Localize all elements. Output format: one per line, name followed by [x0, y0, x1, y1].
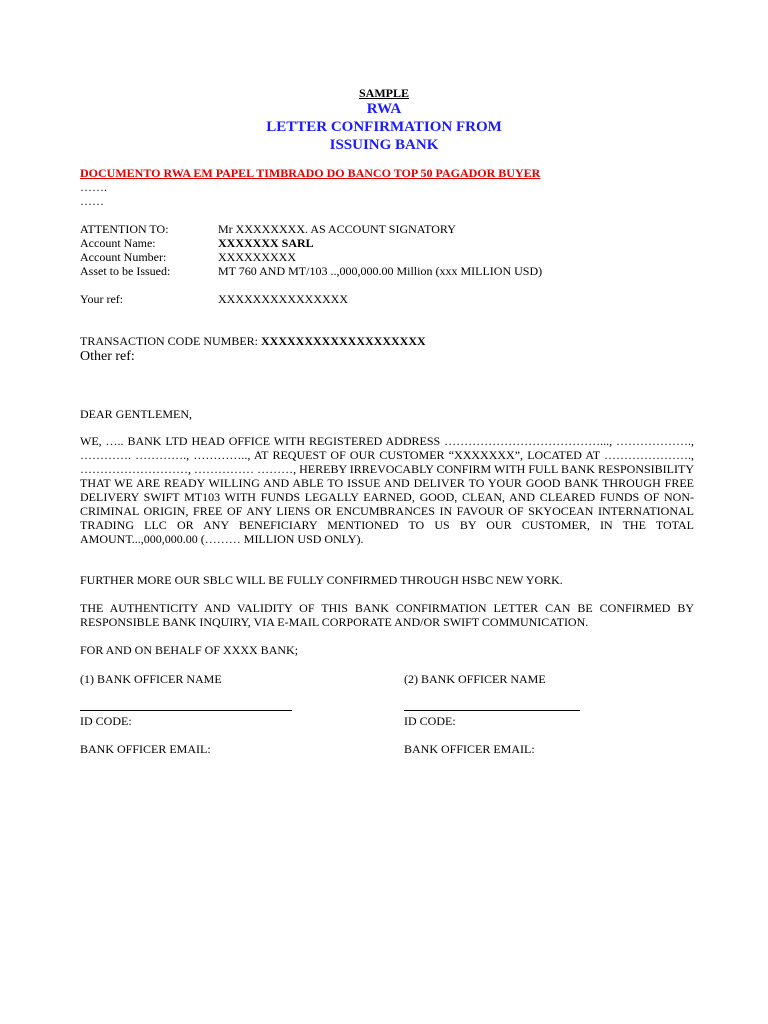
body-paragraph-on-behalf: FOR AND ON BEHALF OF XXXX BANK;: [80, 643, 299, 657]
account-number-value: XXXXXXXXX: [218, 250, 296, 264]
title-rwa: RWA: [366, 101, 402, 117]
attention-label: ATTENTION TO:: [80, 222, 169, 236]
account-number-label: Account Number:: [80, 250, 167, 264]
placeholder-dots: …….: [80, 180, 107, 194]
attention-value: Mr XXXXXXXX. AS ACCOUNT SIGNATORY: [218, 222, 456, 236]
asset-value: MT 760 AND MT/103 ..,000,000.00 Million (xxx MILLION USD): [218, 264, 543, 278]
your-ref-row: [80, 292, 348, 306]
your-ref-value: XXXXXXXXXXXXXXX: [218, 292, 348, 306]
body-paragraph-sblc: FURTHER MORE OUR SBLC WILL BE FULLY CONFIRMED THROUGH HSBC NEW YORK.: [80, 573, 563, 587]
placeholder-dots: ……: [80, 194, 104, 208]
transaction-code-value: XXXXXXXXXXXXXXXXXXX: [261, 334, 426, 348]
transaction-code: [80, 334, 426, 348]
asset-label: Asset to be Issued:: [80, 264, 171, 278]
body-paragraph-authenticity: THE AUTHENTICITY AND VALIDITY OF THIS BANK CONFIRMATION LETTER CAN BE CONFIRMED BY RESPONSIBLE BANK INQUIRY, VIA E-MAIL CORPORATE AND/OR SWIFT COMMUNICATION.: [80, 601, 694, 629]
officer1-id-code: ID CODE:: [80, 714, 132, 728]
account-name-label: Account Name:: [80, 236, 156, 250]
officer2-name-label: (2) BANK OFFICER NAME: [404, 672, 546, 686]
account-name-value: XXXXXXX SARL: [218, 236, 314, 250]
your-ref-label: Your ref:: [80, 292, 124, 306]
title-issuing-bank: ISSUING BANK: [329, 137, 439, 153]
account-number-row: [80, 250, 296, 264]
transaction-code-label: TRANSACTION CODE NUMBER:: [80, 334, 262, 348]
attention-row: [80, 222, 456, 236]
body-paragraph-confirmation: WE, ….. BANK LTD HEAD OFFICE WITH REGISTERED ADDRESS …………………………………..., ………………., …………. …………., ………….., AT REQUEST OF OUR CUSTOMER “XXXXXXX”, LOCATED AT …………………., ………………………, …………… ………, HEREBY IRREVOCABLY CONFIRM WITH FULL BANK RESPONSIBILITY THAT WE ARE READY WILLING AND ABLE TO ISSUE AND DELIVER TO YOUR GOOD BANK THROUGH FREE DELIVERY SWIFT MT103 WITH FUNDS LEGALLY EARNED, GOOD, CLEAN, AND CLEARED FUNDS OF NON-CRIMINAL ORIGIN, FREE OF ANY LIENS OR ENCUMBRANCES IN FAVOUR OF SKYOCEAN INTERNATIONAL TRADING LLC OR ANY BENEFICIARY MENTIONED TO US BY OUR CUSTOMER, IN THE TOTAL AMOUNT...,000,000.00 (……… MILLION USD ONLY).: [80, 434, 694, 546]
asset-row: [80, 264, 542, 278]
other-ref: Other ref:: [80, 349, 135, 364]
officer2-signature-line: [404, 700, 580, 714]
title-letter-confirmation: LETTER CONFIRMATION FROM: [266, 119, 502, 135]
letterhead-instruction: DOCUMENTO RWA EM PAPEL TIMBRADO DO BANCO TOP 50 PAGADOR BUYER: [80, 166, 541, 180]
officer2-id-code: ID CODE:: [404, 714, 456, 728]
officer1-signature-line: [80, 700, 292, 714]
account-name-row: [80, 236, 314, 250]
salutation: DEAR GENTLEMEN,: [80, 407, 192, 421]
officer1-email: BANK OFFICER EMAIL:: [80, 742, 211, 756]
sample-label: SAMPLE: [358, 86, 409, 100]
officer1-name-label: (1) BANK OFFICER NAME: [80, 672, 222, 686]
officer2-email: BANK OFFICER EMAIL:: [404, 742, 535, 756]
